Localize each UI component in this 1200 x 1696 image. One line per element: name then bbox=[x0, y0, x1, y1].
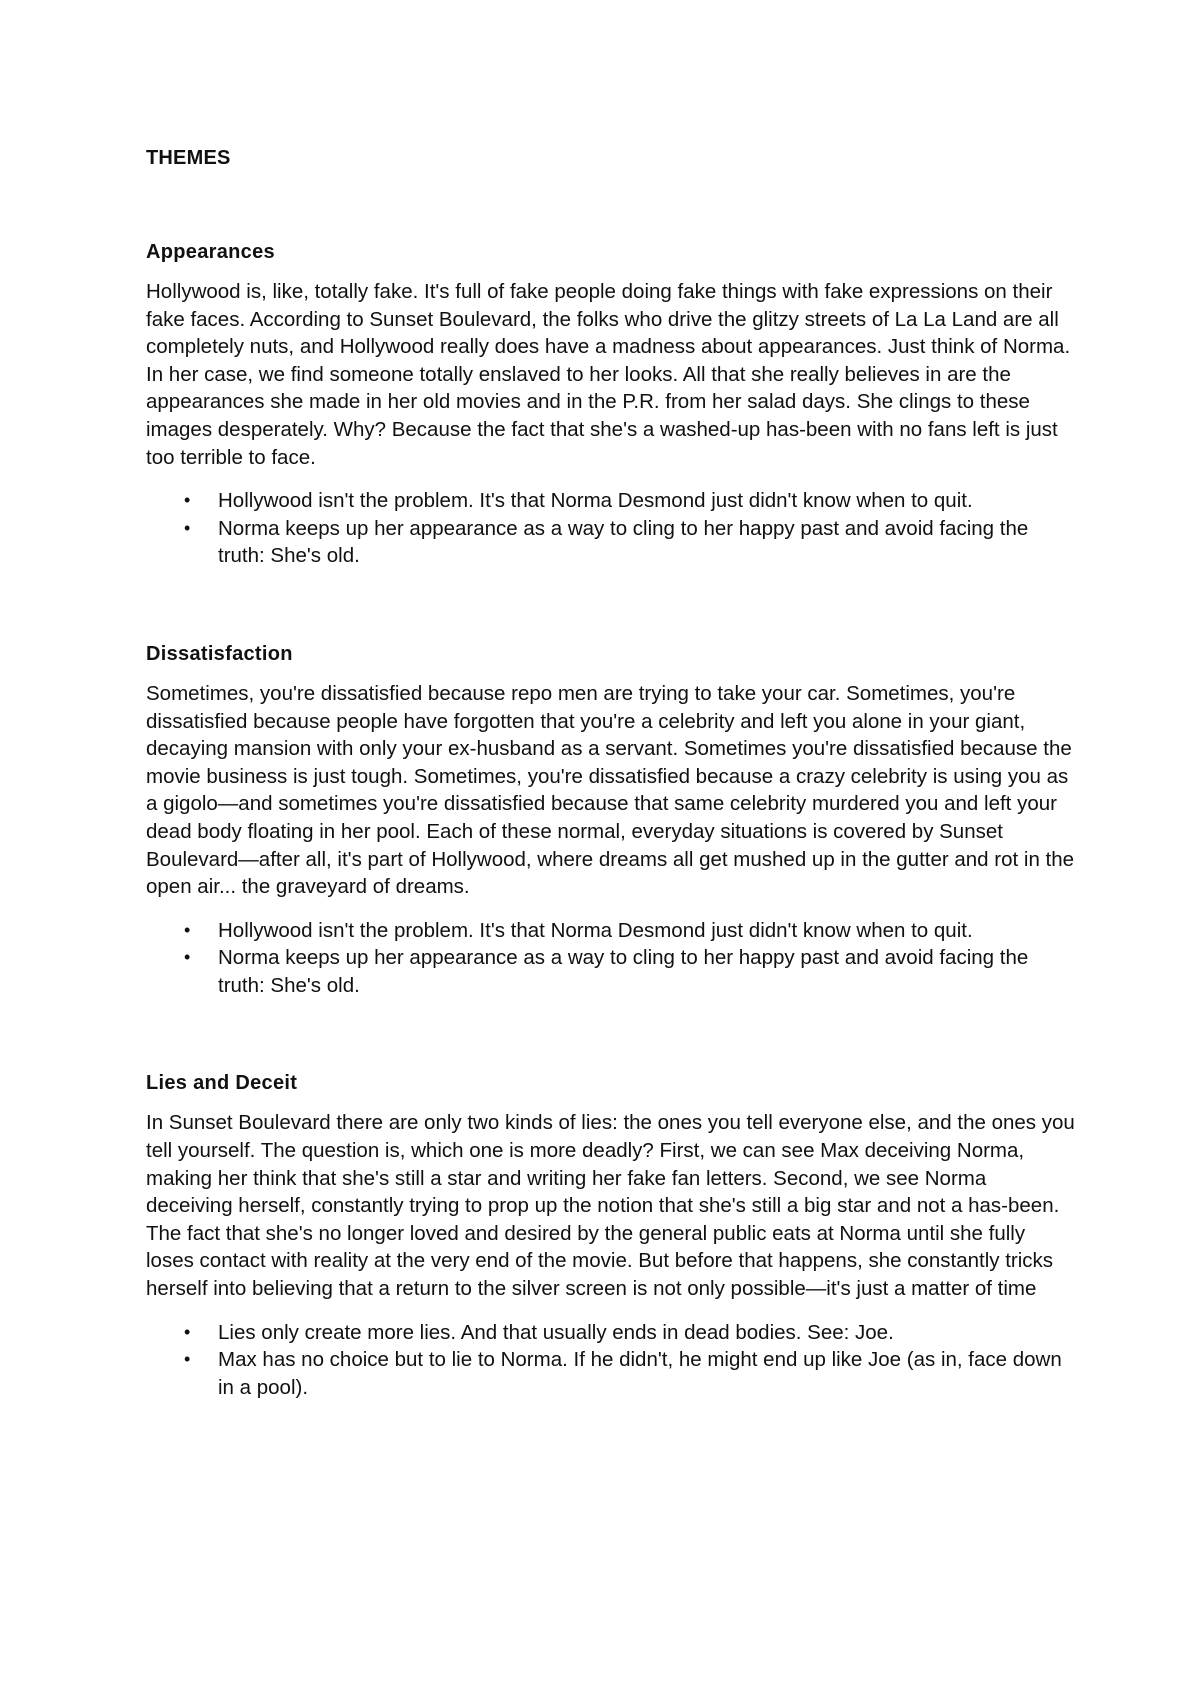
bullet-text: Hollywood isn't the problem. It's that Norma Desmond just didn't know when to quit. bbox=[218, 918, 973, 942]
bullet-text: Max has no choice but to lie to Norma. If he didn't, he might end up like Joe (as in, face down in a pool). bbox=[218, 1348, 1062, 1399]
bullet-list bbox=[146, 487, 1076, 570]
document-page bbox=[146, 146, 1076, 1401]
bullet-item bbox=[146, 487, 1076, 515]
bullet-icon: • bbox=[184, 517, 191, 538]
document-title: THEMES bbox=[146, 147, 231, 169]
bullet-list bbox=[146, 1319, 1076, 1402]
section-heading: Dissatisfaction bbox=[146, 642, 293, 665]
bullet-item bbox=[146, 944, 1076, 999]
bullet-text: Hollywood isn't the problem. It's that Norma Desmond just didn't know when to quit. bbox=[218, 489, 973, 513]
section-paragraph: Sometimes, you're dissatisfied because repo men are trying to take your car. Sometimes, you're dissatisfied because people have forgotten that you're a celebrity and left you alone in your giant, decaying mansion with only your ex-husband as a servant. Sometimes you're dissatisfied because the movie business is just tough. Sometimes, you're dissatisfied because a crazy celebrity is using you as a gigolo—and sometimes you're dissatisfied because that same celebrity murdered you and left your dead body floating in her pool. Each of these normal, everyday situations is covered by Sunset Boulevard—after all, it's part of Hollywood, where dreams all get mushed up in the gutter and rot in the open air... the graveyard of dreams. bbox=[146, 681, 1075, 899]
section-lies-and-deceit bbox=[146, 1071, 1076, 1401]
bullet-text: Lies only create more lies. And that usually ends in dead bodies. See: Joe. bbox=[218, 1320, 894, 1344]
bullet-item bbox=[146, 917, 1076, 945]
bullet-item bbox=[146, 1346, 1076, 1401]
bullet-icon: • bbox=[184, 919, 191, 940]
bullet-icon: • bbox=[184, 1321, 191, 1342]
bullet-list bbox=[146, 917, 1076, 1000]
bullet-text: Norma keeps up her appearance as a way to cling to her happy past and avoid facing the truth: She's old. bbox=[218, 946, 1029, 997]
section-paragraph: In Sunset Boulevard there are only two kinds of lies: the ones you tell everyone else, and the ones you tell yourself. The question is, which one is more deadly? First, we can see Max deceiving Norma, making her think that she's still a star and writing her fake fan letters. Second, we see Norma deceiving herself, constantly trying to prop up the notion that she's still a big star and not a has-been. The fact that she's no longer loved and desired by the general public eats at Norma until she fully loses contact with reality at the very end of the movie. But before that happens, she constantly tricks herself into believing that a return to the silver screen is not only possible—it's just a matter of time bbox=[146, 1111, 1075, 1301]
bullet-item bbox=[146, 1319, 1076, 1347]
section-heading: Appearances bbox=[146, 241, 275, 263]
bullet-icon: • bbox=[184, 947, 191, 968]
section-heading: Lies and Deceit bbox=[146, 1072, 298, 1095]
bullet-icon: • bbox=[184, 490, 191, 511]
bullet-icon: • bbox=[184, 1349, 191, 1370]
bullet-text: Norma keeps up her appearance as a way to cling to her happy past and avoid facing the truth: She's old. bbox=[218, 516, 1029, 568]
section-paragraph: Hollywood is, like, totally fake. It's full of fake people doing fake things with fake expressions on their fake faces. According to Sunset Boulevard, the folks who drive the glitzy streets of La La Land are all completely nuts, and Hollywood really does have a madness about appearances. Just think of Norma. In her case, we find someone totally enslaved to her looks. All that she really believes in are the appearances she made in her old movies and in the P.R. from her salad days. She clings to these images desperately. Why? Because the fact that she's a washed-up has-been with no fans left is just too terrible to face. bbox=[146, 280, 1071, 469]
bullet-item bbox=[146, 515, 1076, 570]
section-appearances bbox=[146, 240, 1076, 570]
section-dissatisfaction bbox=[146, 642, 1076, 1000]
